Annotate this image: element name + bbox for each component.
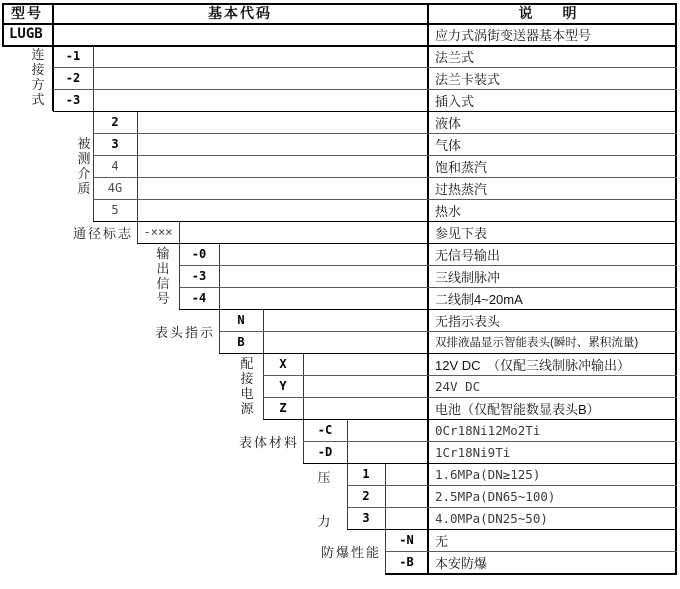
description-cell: 二线制4~20mA — [435, 291, 523, 307]
column-header-basic-code: 基本代码 — [208, 5, 272, 21]
description-cell: 饱和蒸汽 — [435, 159, 488, 175]
code-cell: 2 — [111, 115, 119, 129]
code-cell: Z — [279, 401, 287, 415]
grid-line-h — [385, 573, 677, 575]
code-cell: 3 — [362, 511, 370, 525]
column-header-description: 说 明 — [518, 5, 585, 21]
description-cell: 1Cr18Ni9Ti — [435, 444, 511, 460]
code-cell: -N — [399, 533, 414, 547]
group-label-measured-medium: 被测介质 — [77, 136, 91, 196]
description-cell: 法兰式 — [435, 49, 475, 65]
description-cell: 参见下表 — [435, 225, 488, 241]
description-cell: 无 — [435, 533, 449, 549]
code-cell: 3 — [111, 137, 119, 151]
column-header-model: 型号 — [11, 5, 43, 21]
code-cell: B — [237, 335, 245, 349]
code-cell: Y — [279, 379, 287, 393]
description-cell: 气体 — [435, 137, 462, 153]
group-label-output-signal: 输出信号 — [156, 246, 170, 306]
description-cell: 三线制脉冲 — [435, 269, 501, 285]
description-cell: 1.6MPa(DN≥125) — [435, 466, 541, 482]
description-cell: 无指示表头 — [435, 313, 501, 329]
group-label-explosion-proof: 防爆性能 — [320, 544, 381, 560]
group-label-display-head: 表头指示 — [154, 324, 215, 340]
description-cell: 0Cr18Ni12Mo2Ti — [435, 422, 541, 438]
description-cell: 4.0MPa(DN25~50) — [435, 510, 548, 526]
group-label-power-supply: 配接电源 — [240, 356, 254, 416]
description-cell: 24V DC — [435, 378, 481, 394]
base-model-code: LUGB — [9, 26, 43, 42]
code-cell: -3 — [191, 269, 207, 283]
code-cell: -3 — [65, 93, 81, 107]
description-cell: 热水 — [435, 203, 462, 219]
code-cell: -2 — [65, 71, 81, 85]
code-cell: 4 — [111, 159, 119, 173]
code-cell: 1 — [362, 467, 370, 481]
group-label-diameter-mark: 通径标志 — [72, 225, 133, 241]
code-cell: -0 — [191, 247, 207, 261]
group-label-pressure: 压 — [317, 470, 331, 485]
code-cell: 5 — [111, 203, 119, 217]
description-cell: 2.5MPa(DN65~100) — [435, 488, 556, 504]
description-cell: 过热蒸汽 — [435, 181, 488, 197]
group-label-body-material: 表体材料 — [238, 434, 299, 450]
group-label-pressure: 力 — [317, 514, 331, 529]
code-cell: N — [237, 313, 245, 327]
code-cell: -1 — [65, 49, 81, 63]
description-cell: 双排液晶显示智能表头(瞬时、累积流量) — [435, 337, 639, 349]
description-cell: 本安防爆 — [435, 555, 488, 571]
group-label-connection-type: 连接方式 — [31, 47, 45, 107]
code-cell: 2 — [362, 489, 370, 503]
description-cell: 电池（仅配智能数显表头B） — [435, 401, 600, 417]
code-cell: 4G — [107, 181, 123, 195]
code-cell: -C — [317, 423, 333, 437]
code-cell: X — [279, 357, 287, 371]
description-cell: 无信号输出 — [435, 247, 501, 263]
description-cell: 法兰卡装式 — [435, 71, 501, 87]
description-cell: 应力式涡街变送器基本型号 — [435, 27, 592, 43]
code-cell: -××× — [143, 225, 173, 239]
description-cell: 插入式 — [435, 93, 475, 109]
description-cell: 12V DC （仅配三线制脉冲输出） — [435, 357, 631, 373]
code-cell: -B — [399, 555, 414, 569]
code-cell: -4 — [191, 291, 207, 305]
description-cell: 液体 — [435, 115, 462, 131]
code-cell: -D — [317, 445, 333, 459]
